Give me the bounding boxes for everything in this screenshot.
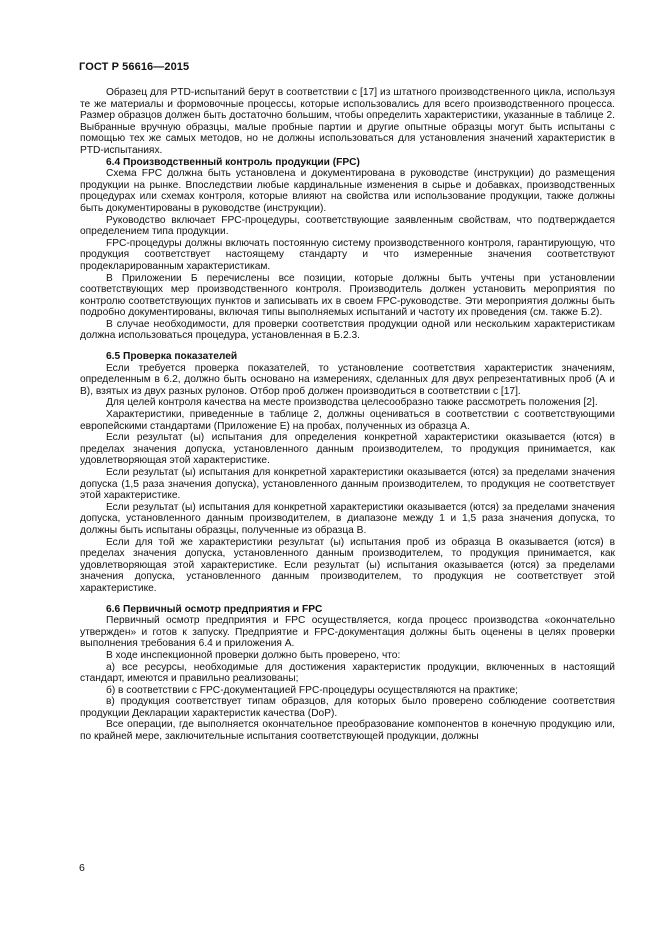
document-body <box>80 87 615 743</box>
section-6-4-heading: 6.4 Производственный контроль продукции (FPC) <box>106 156 360 168</box>
paragraph: Первичный осмотр предприятия и FPC осуществляется, когда процесс производства «окончательно утвержден» и готов к запуску. Предприятие и FPC-документация должны быть оценены в целях проверки выполнения требования 6.4 и приложения А. <box>80 615 615 650</box>
page-number: 6 <box>79 862 85 874</box>
list-item: б) в соответствии с FPC-документацией FPC-процедуры осуществляются на практике; <box>106 684 518 696</box>
paragraph: Схема FPC должна быть установлена и документирована в руководстве (инструкции) до размещения продукции на рынке. Впоследствии любые кардинальные изменения в сырье и добавках, производственных процедурах или схемах контроля, которые влияют на свойства или использование продукции, также должны быть документированы в руководстве (инструкции). <box>80 168 615 214</box>
paragraph: Если результат (ы) испытания для определения конкретной характеристики оказывается (ются) в пределах значения допуска, установленного данным производителем, то продукция принимается, как удовлетворяющая этой характеристике. <box>80 432 615 467</box>
paragraph: Если для той же характеристики результат (ы) испытания проб из образца В оказывается (ются) в пределах значения допуска, установленного данным производителем, то продукция принимается, как удовлетворяющая этой характеристике. Если результат (ы) испытания оказывается (ются) за пределами значения допуска, установленного данным производителем, то продукция не соответствует этой характеристике. <box>80 536 615 594</box>
section-6-6-heading: 6.6 Первичный осмотр предприятия и FPC <box>106 603 323 615</box>
paragraph: Все операции, где выполняется окончательное преобразование компонентов в конечную продукцию или, по крайней мере, заключительные испытания соответствующей продукции, должны <box>80 719 615 743</box>
paragraph: Если требуется проверка показателей, то установление соответствия характеристик значениям, определенным в 6.2, должно быть основано на измерениях, сделанных для двух репрезентативных проб (А и В), взятых из двух разных рулонов. Отбор проб должен производиться в соответствии с [17]. <box>80 362 615 397</box>
paragraph: В случае необходимости, для проверки соответствия продукции одной или нескольким характеристикам должна использоваться процедура, установленная в Б.2.3. <box>80 318 615 342</box>
paragraph: Если результат (ы) испытания для конкретной характеристики оказывается (ются) за пределами значения допуска (1,5 раза значения допуска), установленного данным производителем, то продукция не соответствует этой характеристике. <box>80 467 615 502</box>
paragraph: FPC-процедуры должны включать постоянную систему производственного контроля, гарантирующую, что продукция соответствует настоящему стандарту и что измеренные значения соответствуют продекларированным характеристикам. <box>80 237 615 272</box>
paragraph: Для целей контроля качества на месте производства целесообразно также рассмотреть положения [2]. <box>106 397 598 409</box>
paragraph: Характеристики, приведенные в таблице 2, должны оцениваться в соответствии с соответствующими европейскими стандартами (Приложение Е) на пробах, полученных из образца А. <box>80 409 615 432</box>
paragraph: В ходе инспекционной проверки должно быть проверено, что: <box>106 649 401 661</box>
list-item: а) все ресурсы, необходимые для достижения характеристик продукции, включенных в настоящий стандарт, имеются и правильно реализованы; <box>80 661 615 685</box>
document-header: ГОСТ Р 56616—2015 <box>79 61 190 73</box>
intro-paragraph: Образец для PTD-испытаний берут в соответствии с [17] из штатного производственного цикла, используя те же материалы и формовочные процессы, которые использовались для всего производственного процесса. Размер образцов должен быть достаточно большим, чтобы определить характеристики, указанные в таблице 2. Выбранные вручную образцы, малые пробные партии и другие опытные образцы могут быть испытаны с помощью тех же самых методов, но не должны использоваться для установления значений характеристик в PTD-испытаниях. <box>80 87 615 156</box>
paragraph: Если результат (ы) испытания для конкретной характеристики оказывается (ются) за пределами значения допуска, установленного данным производителем, в диапазоне между 1 и 1,5 раза значения допуска, то должны быть испытаны образцы, полученные из образца В. <box>80 501 615 536</box>
list-item: в) продукция соответствует типам образцов, для которых было проверено соблюдение соответствия продукции Декларации характеристик качества (DoP). <box>80 696 615 719</box>
section-6-5-heading: 6.5 Проверка показателей <box>106 351 238 363</box>
paragraph: В Приложении Б перечислены все позиции, которые должны быть учтены при установлении соответствующих мер производственного контроля. Производитель должен установить мероприятия по контролю соответствующих пунктов и записывать их в своем FPC-руководстве. Эти мероприятия должны быть подробно документированы, включая типы выполняемых испытаний и частоту их проведения (см. также Б.2). <box>80 272 615 319</box>
paragraph: Руководство включает FPC-процедуры, соответствующие заявленным свойствам, что подтверждается определением типа продукции. <box>80 214 615 238</box>
